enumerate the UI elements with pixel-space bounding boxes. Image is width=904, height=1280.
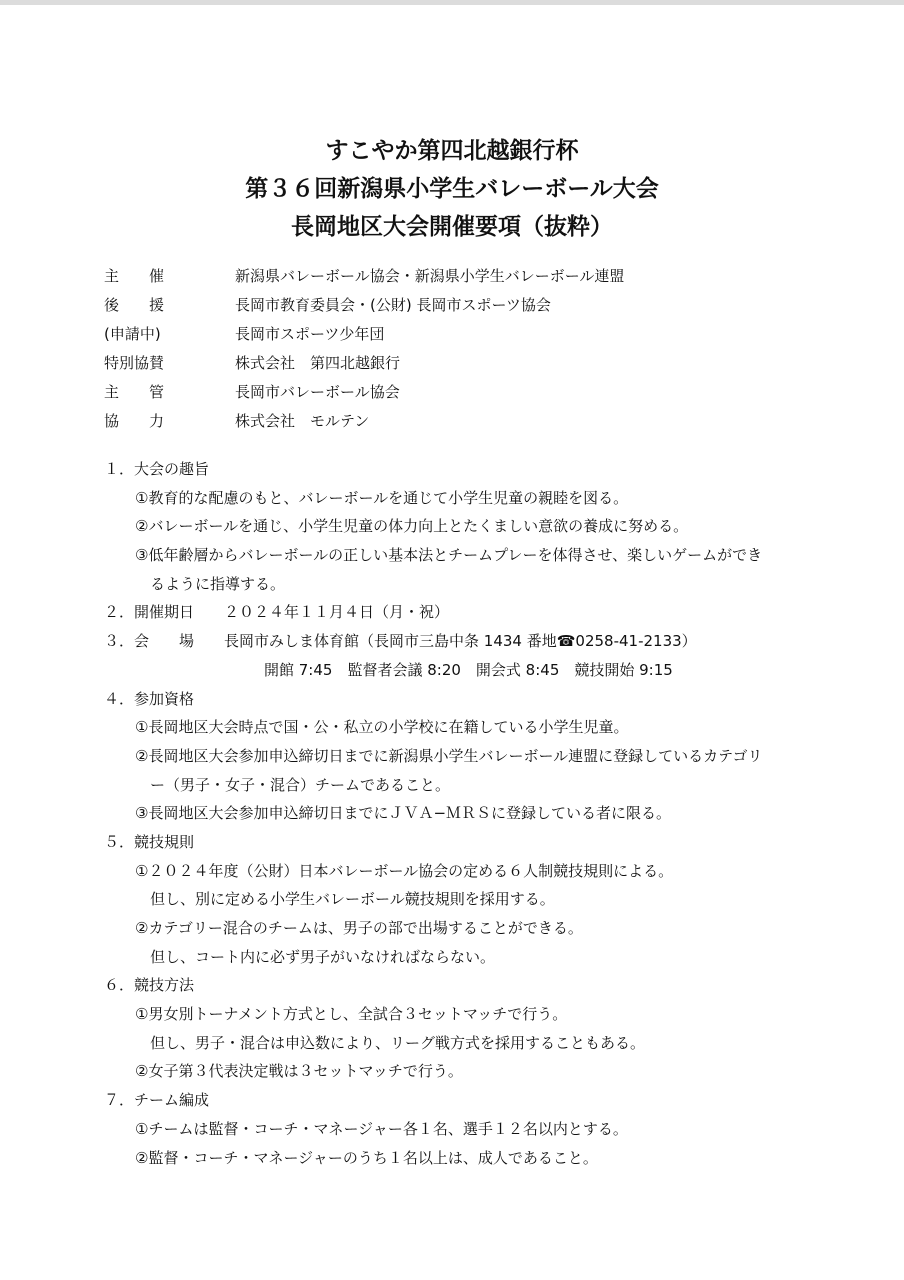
- section-item: ①２０２４年度（公財）日本バレーボール協会の定める６人制競技規則による。: [135, 861, 674, 880]
- section-item: ①教育的な配慮のもと、バレーボールを通じて小学生児童の親睦を図る。: [135, 488, 629, 507]
- organizer-label: 特別協賛: [104, 354, 165, 372]
- section-item-continuation: 但し、別に定める小学生バレーボール競技規則を採用する。: [150, 890, 555, 909]
- venue-schedule: 開館 7:45 監督者会議 8:20 開会式 8:45 競技開始 9:15: [264, 660, 673, 679]
- organizer-row-manager: [104, 378, 804, 407]
- section-item-continuation: ー（男子・女子・混合）チームであること。: [150, 775, 451, 794]
- document-body: [104, 455, 844, 1172]
- organizer-value: 長岡市スポーツ少年団: [235, 325, 385, 343]
- organizer-row-pending: [104, 320, 804, 349]
- organizer-row-host: [104, 262, 804, 291]
- organizer-label: 後 援: [104, 296, 165, 314]
- section-item: ②カテゴリー混合のチームは、男子の部で出場することができる。: [135, 919, 583, 937]
- organizer-value: 株式会社 モルテン: [235, 412, 370, 430]
- organizer-value: 長岡市バレーボール協会: [235, 383, 400, 401]
- section-item: ②監督・コーチ・マネージャーのうち１名以上は、成人であること。: [135, 1148, 598, 1167]
- organizer-row-sponsor: [104, 349, 804, 378]
- organizer-value: 新潟県バレーボール協会・新潟県小学生バレーボール連盟: [235, 267, 625, 285]
- section-item: ②バレーボールを通じ、小学生児童の体力向上とたくましい意欲の養成に努める。: [135, 517, 689, 536]
- section-heading-venue: ３．会 場 長岡市みしま体育館（長岡市三島中条 1434 番地☎0258-41-2133）: [104, 632, 697, 651]
- document-title-block: [0, 132, 904, 246]
- section-heading-team: ７．チーム編成: [104, 1091, 210, 1110]
- section-item-continuation: 但し、コート内に必ず男子がいなければならない。: [150, 947, 496, 966]
- organizer-row-cooperation: [104, 407, 804, 436]
- section-heading-purpose: １．大会の趣旨: [104, 460, 210, 478]
- section-item: ③長岡地区大会参加申込締切日までにＪＶＡ−ＭＲＳに登録している者に限る。: [135, 804, 672, 823]
- viewer-top-bar: [0, 0, 904, 5]
- organizer-label: (申請中): [104, 325, 161, 343]
- organizer-label: 協 力: [104, 412, 165, 430]
- section-item: ②女子第３代表決定戦は３セットマッチで行う。: [135, 1062, 463, 1081]
- section-heading-eligibility: ４．参加資格: [104, 689, 195, 708]
- section-heading-rules: ５．競技規則: [104, 832, 195, 851]
- title-cup-name: すこやか第四北越銀行杯: [325, 138, 579, 164]
- organizer-value: 株式会社 第四北越銀行: [235, 354, 401, 372]
- title-tournament-name: 第３６回新潟県小学生バレーボール大会: [245, 176, 659, 202]
- section-item: ①男女別トーナメント方式とし、全試合３セットマッチで行う。: [135, 1005, 568, 1024]
- section-heading-method: ６．競技方法: [104, 976, 195, 995]
- section-heading-date: ２．開催期日 ２０２４年１１月４日（月・祝）: [104, 603, 450, 622]
- organizer-row-support: [104, 291, 804, 320]
- section-item-continuation: 但し、男子・混合は申込数により、リーグ戦方式を採用することもある。: [150, 1033, 646, 1052]
- section-item: ①チームは監督・コーチ・マネージャー各１名、選手１２名以内とする。: [135, 1119, 628, 1138]
- section-item: ②長岡地区大会参加申込締切日までに新潟県小学生バレーボール連盟に登録しているカテゴリ: [135, 746, 763, 765]
- section-item: ③低年齢層からバレーボールの正しい基本法とチームプレーを体得させ、楽しいゲームができ: [135, 546, 763, 565]
- organizers-list: [104, 262, 804, 436]
- section-item: ①長岡地区大会時点で国・公・私立の小学校に在籍している小学生児童。: [135, 718, 629, 737]
- title-document-name: 長岡地区大会開催要項（抜粋）: [291, 214, 613, 240]
- section-item-continuation: るように指導する。: [150, 574, 286, 593]
- organizer-value: 長岡市教育委員会・(公財) 長岡市スポーツ協会: [235, 296, 551, 314]
- organizer-label: 主 催: [104, 267, 165, 285]
- organizer-label: 主 管: [104, 383, 165, 401]
